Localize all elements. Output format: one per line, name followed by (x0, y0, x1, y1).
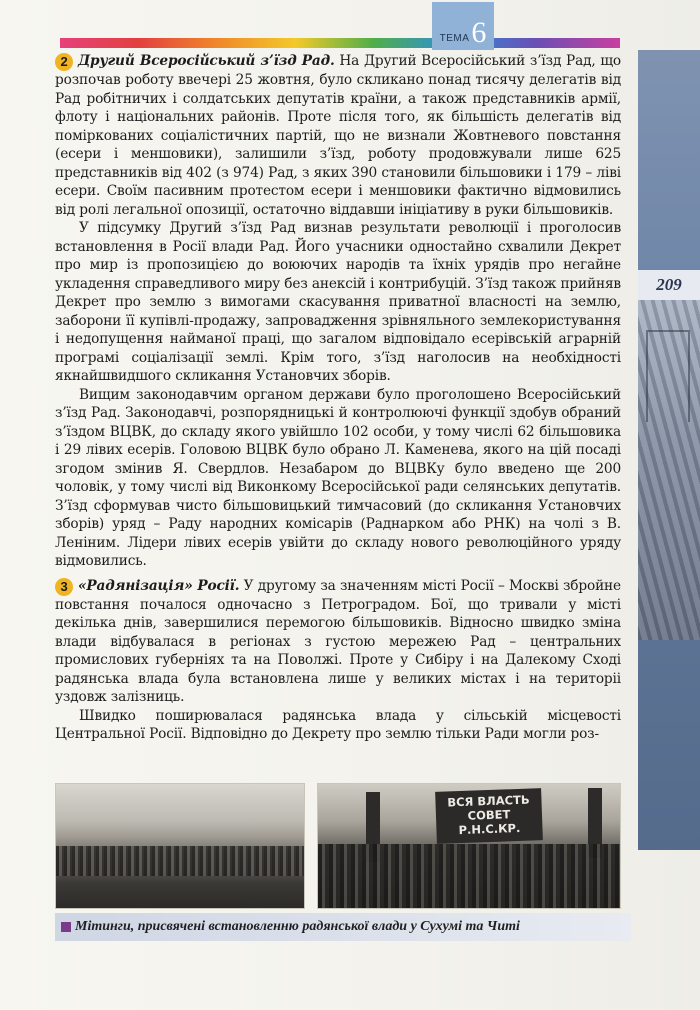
section-2-paragraph-3: Вищим законодавчим органом держави було проголошено Всеросійський з’їзд Рад. Законодавчі, розпорядницькі й контролюючі функції здобув обраний з’їздом ВЦВК, до складу якого увійшло 102 особи, у тому числі 62 більшовика і 29 лівих есерів. Головою ВЦВК було обрано Л. Каменева, якого на цій посаді згодом змінив Я. Свердлов. Незабаром до ВЦВКу було введено ще 200 чоловік, у тому числі від Виконкому Всеросійської ради селянських депутатів. З’їзд сформував чисто більшовицький тимчасовий (до скликання Установчих зборів) уряд – Раду народних комісарів (Раднарком або РНК) на чолі з В. Леніним. Лідери лівих есерів увійти до складу нового революційного уряду відмовились. (55, 386, 621, 569)
photo-chita-rally (317, 783, 621, 909)
side-photo-strip (638, 300, 700, 640)
crowd-silhouette (56, 846, 304, 876)
rally-banner: ВСЯ ВЛАСТЬ СОВЕТ Р.Н.С.КР. (435, 788, 543, 844)
section-3-paragraph-1 (55, 577, 621, 707)
section-3-paragraph-2: Швидко поширювалася радянська влада у сільській місцевості Центральної Росії. Відповідно до Декрету про землю тільки Ради могли роз- (55, 707, 621, 742)
tema-number: 6 (471, 16, 487, 49)
section-2-paragraph-1 (55, 52, 621, 219)
main-text (55, 52, 621, 744)
section-2-heading: Другий Всеросійський з’їзд Рад. (78, 53, 335, 69)
section-3-heading: «Радянізація» Росії. (78, 577, 240, 594)
tema-label: ТЕМА (439, 33, 470, 44)
caption-text: Мітинги, присвячені встановленню радянської влади у Сухумі та Читі (75, 919, 520, 934)
section-3-badge: 3 (55, 578, 73, 596)
color-strip (60, 38, 620, 48)
tema-marker (432, 2, 494, 50)
section-2-paragraph-2: У підсумку Другий з’їзд Рад визнав результати революції і проголосив встановлення в Росії влади Рад. Його учасники одностайно схвалили Декрет про мир із пропозицією до воюючих народів та їхніх урядів про негайне укладення справедливого миру без анексій і контрибуцій. З’їзд також прийняв Декрет про землю з вимогами скасування приватної власності на землю, заборони її купівлі-продажу, запровадження зрівняльного землекористування і недопущення найманої праці, що загалом відповідало есерівській аграрній програмі соціалізації землі. Крім того, з’їзд наголосив на необхідності якнайшвидшого скликання Установчих зборів. (55, 220, 621, 384)
section-3 (55, 577, 621, 744)
photo-sukhumi-rally (55, 783, 305, 909)
section-2-text: На Другий Всеросійський з’їзд Рад, що розпочав роботу ввечері 25 жовтня, було скликано понад тисячу делегатів від Рад робітничих і солдатських депутатів країни, а також представників армії, флоту і національних районів. Проте після того, як більшість делегатів від поміркованих соціалістичних партій, що не визнали Жовтневого повстання (есери і меншовики), залишили з’їзд, роботу продовжували лише 625 представників від 402 (з 974) Рад, з яких 390 становили більшовики і 179 – ліві есери. Своїм пасивним протестом есери і меншовики фактично відмовились від ролі легальної опозиції, остаточно віддавши ініціативу в руки більшовиків. (55, 53, 622, 218)
caption-marker (61, 922, 71, 932)
photo-figure (55, 783, 631, 913)
crowd-silhouette (318, 844, 620, 908)
section-2-badge: 2 (55, 53, 73, 71)
section-3-text: У другому за значенням місті Росії – Москві збройне повстання почалося одночасно з Петроградом. Бої, що тривали у місті декілька днів, завершилися перемогою більшовиків. Відносно швидко зміна влади відбувалася в регіонах з густою мережею Рад – центральних промислових губерніях та на Поволжі. Проте у Сибіру і на Далекому Сході радянська влада була встановлена лише у великих містах і на територіі уздовж залізниць. (55, 577, 621, 705)
page-number: 209 (638, 270, 700, 300)
figure-caption (55, 913, 631, 941)
